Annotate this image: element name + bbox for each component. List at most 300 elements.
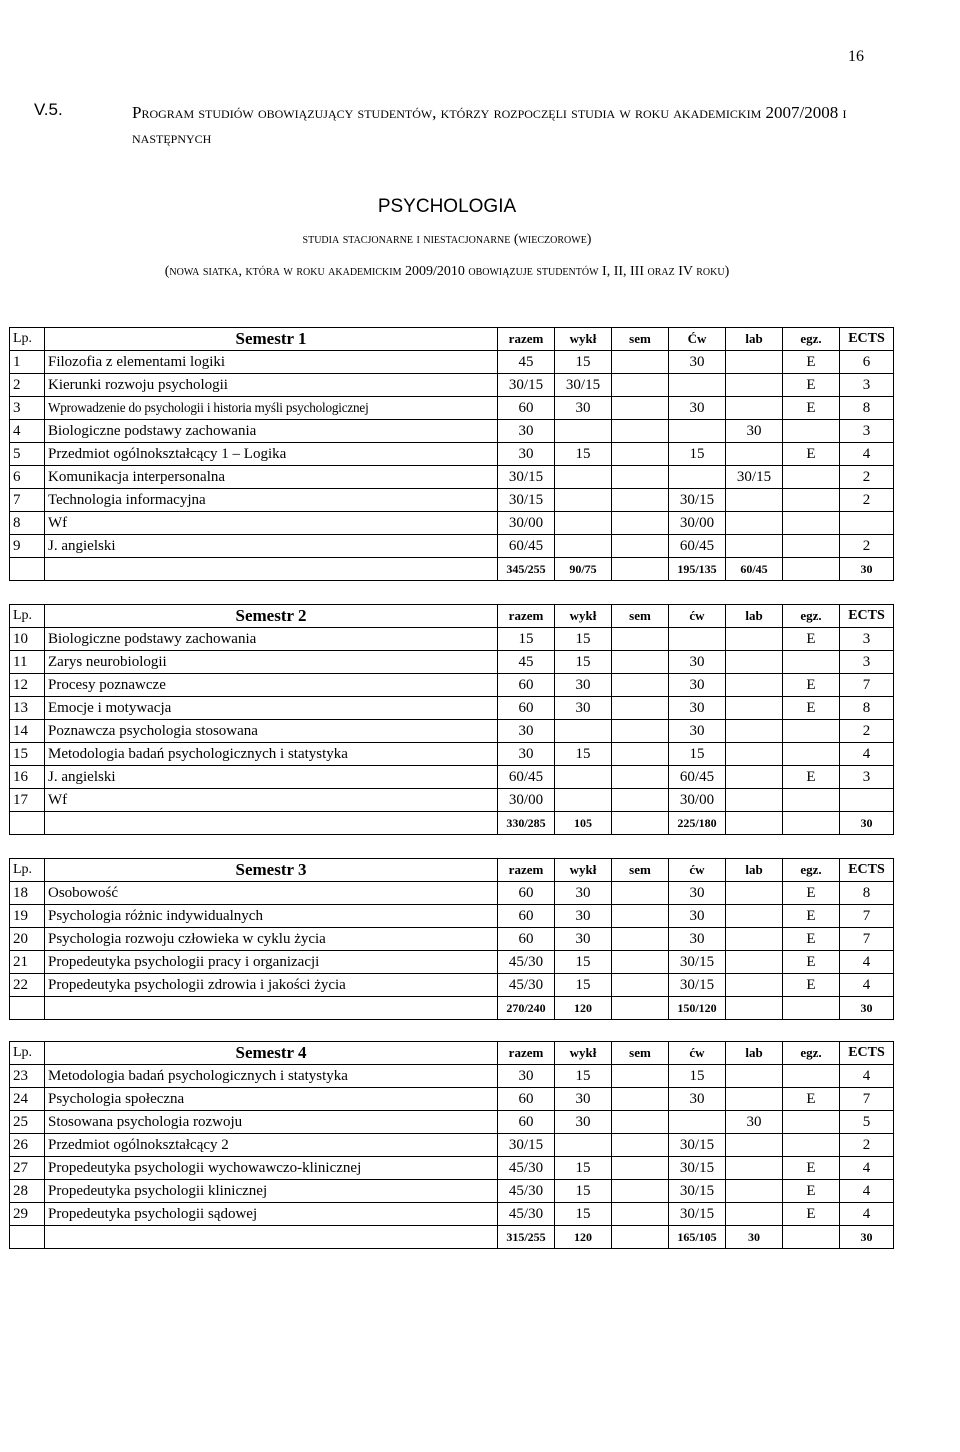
table-cell bbox=[612, 651, 669, 674]
table-cell: 30 bbox=[555, 1088, 612, 1111]
table-cell bbox=[555, 720, 612, 743]
table-cell: Propedeutyka psychologii klinicznej bbox=[45, 1180, 498, 1203]
table-row bbox=[10, 1134, 894, 1157]
table-cell: 60 bbox=[498, 1088, 555, 1111]
header-cell: Lp. bbox=[10, 328, 45, 351]
table-cell bbox=[783, 812, 840, 835]
table-cell bbox=[612, 997, 669, 1020]
table-cell: 15 bbox=[555, 1065, 612, 1088]
table-row bbox=[10, 1065, 894, 1088]
table-row bbox=[10, 720, 894, 743]
table-row bbox=[10, 1180, 894, 1203]
table-cell: 30 bbox=[555, 674, 612, 697]
table-cell: E bbox=[783, 697, 840, 720]
table-cell bbox=[726, 351, 783, 374]
header-cell: sem bbox=[612, 1042, 669, 1065]
table-cell bbox=[726, 789, 783, 812]
table-cell bbox=[783, 789, 840, 812]
table-row bbox=[10, 351, 894, 374]
table-cell: 4 bbox=[840, 743, 894, 766]
table-cell: 29 bbox=[10, 1203, 45, 1226]
table-cell: 15 bbox=[555, 974, 612, 997]
table-cell: 15 bbox=[555, 743, 612, 766]
table-row bbox=[10, 1157, 894, 1180]
header-cell: lab bbox=[726, 328, 783, 351]
header-cell: wykł bbox=[555, 605, 612, 628]
table-cell bbox=[840, 789, 894, 812]
table-cell: 30 bbox=[669, 882, 726, 905]
table-row bbox=[10, 1088, 894, 1111]
table-cell bbox=[612, 928, 669, 951]
table-cell: Metodologia badań psychologicznych i statystyka bbox=[45, 1065, 498, 1088]
table-cell: 7 bbox=[10, 489, 45, 512]
table-cell bbox=[45, 812, 498, 835]
table-cell: 10 bbox=[10, 628, 45, 651]
table-cell: Psychologia różnic indywidualnych bbox=[45, 905, 498, 928]
table-cell: 30/15 bbox=[669, 1134, 726, 1157]
table-cell: 15 bbox=[498, 628, 555, 651]
table-cell bbox=[612, 443, 669, 466]
table-cell bbox=[612, 974, 669, 997]
table-cell bbox=[726, 1180, 783, 1203]
table-cell: 30 bbox=[669, 697, 726, 720]
table-cell: 60 bbox=[498, 674, 555, 697]
header-cell: egz. bbox=[783, 328, 840, 351]
table-cell: Propedeutyka psychologii wychowawczo-klinicznej bbox=[45, 1157, 498, 1180]
table-cell: 60/45 bbox=[726, 558, 783, 581]
table-cell: 4 bbox=[840, 974, 894, 997]
table-cell: 60 bbox=[498, 697, 555, 720]
table-cell: 8 bbox=[840, 397, 894, 420]
table-cell: 15 bbox=[555, 443, 612, 466]
table-cell: J. angielski bbox=[45, 766, 498, 789]
table-cell: 30/00 bbox=[669, 512, 726, 535]
table-cell bbox=[726, 743, 783, 766]
table-cell: 330/285 bbox=[498, 812, 555, 835]
table-cell: 30/15 bbox=[669, 1203, 726, 1226]
table-cell bbox=[726, 651, 783, 674]
table-cell: 60/45 bbox=[669, 535, 726, 558]
table-cell: 6 bbox=[840, 351, 894, 374]
table-header-row bbox=[10, 859, 894, 882]
table-cell: 30 bbox=[669, 351, 726, 374]
table-cell: 195/135 bbox=[669, 558, 726, 581]
table-cell: 30/15 bbox=[669, 1180, 726, 1203]
header-cell: Lp. bbox=[10, 1042, 45, 1065]
table-row bbox=[10, 1111, 894, 1134]
table-cell: 4 bbox=[840, 1065, 894, 1088]
table-cell bbox=[669, 420, 726, 443]
table-cell: 45/30 bbox=[498, 1157, 555, 1180]
table-cell bbox=[612, 512, 669, 535]
table-header-row bbox=[10, 605, 894, 628]
table-cell: 120 bbox=[555, 997, 612, 1020]
table-cell: Osobowość bbox=[45, 882, 498, 905]
table-cell bbox=[555, 1134, 612, 1157]
table-cell: E bbox=[783, 351, 840, 374]
table-cell: E bbox=[783, 974, 840, 997]
table-cell: 30 bbox=[840, 1226, 894, 1249]
table-cell: 60/45 bbox=[498, 766, 555, 789]
page-number: 16 bbox=[848, 48, 864, 65]
table-cell: 30 bbox=[669, 651, 726, 674]
table-cell bbox=[726, 1203, 783, 1226]
table-cell: 30 bbox=[726, 1111, 783, 1134]
section-number: V.5. bbox=[34, 100, 63, 119]
table-cell: 30 bbox=[555, 697, 612, 720]
table-cell: 30/15 bbox=[498, 1134, 555, 1157]
table-cell: 30/00 bbox=[498, 512, 555, 535]
table-cell bbox=[783, 997, 840, 1020]
table-cell bbox=[726, 905, 783, 928]
table-cell bbox=[612, 1134, 669, 1157]
table-cell: 30/15 bbox=[498, 374, 555, 397]
table-cell: Psychologia rozwoju człowieka w cyklu życia bbox=[45, 928, 498, 951]
program-name: PSYCHOLOGIA bbox=[377, 196, 517, 217]
table-cell: 45/30 bbox=[498, 1203, 555, 1226]
table-cell bbox=[726, 374, 783, 397]
table-row bbox=[10, 905, 894, 928]
table-cell: E bbox=[783, 882, 840, 905]
table-cell: 15 bbox=[10, 743, 45, 766]
table-total-row bbox=[10, 812, 894, 835]
table-cell bbox=[612, 1203, 669, 1226]
table-cell bbox=[45, 997, 498, 1020]
table-cell bbox=[555, 789, 612, 812]
table-cell bbox=[726, 489, 783, 512]
table-cell bbox=[726, 512, 783, 535]
table-row bbox=[10, 512, 894, 535]
table-cell: 120 bbox=[555, 1226, 612, 1249]
table-cell bbox=[612, 1157, 669, 1180]
table-cell bbox=[726, 1134, 783, 1157]
table-cell bbox=[783, 512, 840, 535]
table-row bbox=[10, 743, 894, 766]
table-header-row bbox=[10, 1042, 894, 1065]
table-cell: 30/15 bbox=[669, 1157, 726, 1180]
table-cell: 30 bbox=[498, 720, 555, 743]
table-cell: 4 bbox=[10, 420, 45, 443]
table-cell bbox=[783, 1226, 840, 1249]
table-cell: Poznawcza psychologia stosowana bbox=[45, 720, 498, 743]
header-cell: Lp. bbox=[10, 605, 45, 628]
table-cell: 30 bbox=[555, 882, 612, 905]
table-total-row bbox=[10, 997, 894, 1020]
table-cell bbox=[612, 397, 669, 420]
header-cell: razem bbox=[498, 605, 555, 628]
table-cell: 45 bbox=[498, 651, 555, 674]
table-cell: 8 bbox=[840, 882, 894, 905]
table-total-row bbox=[10, 1226, 894, 1249]
table-cell bbox=[555, 466, 612, 489]
table-cell: 105 bbox=[555, 812, 612, 835]
table-cell: 3 bbox=[840, 651, 894, 674]
table-cell: E bbox=[783, 674, 840, 697]
header-cell: Ćw bbox=[669, 328, 726, 351]
table-cell: 4 bbox=[840, 1203, 894, 1226]
heading-text: Program studiów obowiązujący studentów, którzy rozpoczęli studia w roku akademickim 2007/2008 i następnych bbox=[132, 103, 847, 147]
table-cell: 45/30 bbox=[498, 1180, 555, 1203]
table-cell: 45/30 bbox=[498, 951, 555, 974]
table-row bbox=[10, 535, 894, 558]
table-cell: Psychologia społeczna bbox=[45, 1088, 498, 1111]
table-cell: 30 bbox=[840, 558, 894, 581]
table-cell: 4 bbox=[840, 1157, 894, 1180]
table-cell: 7 bbox=[840, 674, 894, 697]
table-cell: 4 bbox=[840, 443, 894, 466]
table-cell: 21 bbox=[10, 951, 45, 974]
table-cell: 15 bbox=[555, 651, 612, 674]
header-cell: wykł bbox=[555, 328, 612, 351]
table-cell bbox=[555, 766, 612, 789]
table-cell: 60 bbox=[498, 882, 555, 905]
table-cell: 60 bbox=[498, 397, 555, 420]
table-total-row bbox=[10, 558, 894, 581]
table-cell bbox=[726, 766, 783, 789]
table-cell bbox=[783, 466, 840, 489]
table-row bbox=[10, 766, 894, 789]
table-cell bbox=[726, 997, 783, 1020]
table-cell: 13 bbox=[10, 697, 45, 720]
table-cell bbox=[783, 1134, 840, 1157]
table-cell bbox=[726, 697, 783, 720]
table-cell: E bbox=[783, 1088, 840, 1111]
table-cell: 4 bbox=[840, 951, 894, 974]
header-cell: ECTS bbox=[840, 328, 894, 351]
header-cell: razem bbox=[498, 328, 555, 351]
table-cell: 15 bbox=[555, 351, 612, 374]
header-cell: sem bbox=[612, 605, 669, 628]
table-cell: 2 bbox=[840, 466, 894, 489]
table-cell: Biologiczne podstawy zachowania bbox=[45, 420, 498, 443]
table-cell bbox=[612, 420, 669, 443]
table-cell bbox=[726, 1157, 783, 1180]
table-cell bbox=[783, 558, 840, 581]
table-cell: 22 bbox=[10, 974, 45, 997]
table-cell: 11 bbox=[10, 651, 45, 674]
table-cell bbox=[10, 997, 45, 1020]
table-cell bbox=[612, 558, 669, 581]
header-cell: Semestr 4 bbox=[45, 1042, 498, 1065]
table-cell: 15 bbox=[555, 628, 612, 651]
table-cell: J. angielski bbox=[45, 535, 498, 558]
table-cell: 30/15 bbox=[669, 974, 726, 997]
table-cell bbox=[612, 374, 669, 397]
table-cell: 4 bbox=[840, 1180, 894, 1203]
header-cell: Semestr 1 bbox=[45, 328, 498, 351]
table-row bbox=[10, 466, 894, 489]
table-cell bbox=[726, 1065, 783, 1088]
table-row bbox=[10, 397, 894, 420]
table-row bbox=[10, 882, 894, 905]
table-cell: 30 bbox=[726, 1226, 783, 1249]
table-cell bbox=[612, 466, 669, 489]
table-row bbox=[10, 374, 894, 397]
header-cell: egz. bbox=[783, 605, 840, 628]
table-cell bbox=[726, 720, 783, 743]
table-cell: 30 bbox=[498, 443, 555, 466]
table-cell: E bbox=[783, 374, 840, 397]
table-cell: Wf bbox=[45, 512, 498, 535]
header-cell: lab bbox=[726, 605, 783, 628]
table-cell: 30/15 bbox=[669, 489, 726, 512]
table-row bbox=[10, 789, 894, 812]
semester-table bbox=[9, 327, 894, 581]
table-cell bbox=[726, 628, 783, 651]
header-cell: ćw bbox=[669, 1042, 726, 1065]
table-cell: 30 bbox=[669, 905, 726, 928]
header-cell: lab bbox=[726, 859, 783, 882]
table-cell bbox=[726, 443, 783, 466]
table-cell: E bbox=[783, 766, 840, 789]
table-cell bbox=[783, 1065, 840, 1088]
table-cell: 2 bbox=[10, 374, 45, 397]
table-cell: 30 bbox=[726, 420, 783, 443]
header-cell: egz. bbox=[783, 859, 840, 882]
table-cell bbox=[612, 1065, 669, 1088]
table-cell bbox=[555, 420, 612, 443]
table-cell bbox=[612, 697, 669, 720]
table-cell bbox=[612, 535, 669, 558]
table-cell bbox=[669, 628, 726, 651]
table-cell bbox=[612, 1111, 669, 1134]
table-cell: 2 bbox=[840, 535, 894, 558]
table-cell bbox=[669, 1111, 726, 1134]
table-row bbox=[10, 697, 894, 720]
table-cell bbox=[783, 720, 840, 743]
table-cell bbox=[612, 720, 669, 743]
table-cell: E bbox=[783, 1180, 840, 1203]
table-cell bbox=[612, 882, 669, 905]
table-cell: Propedeutyka psychologii pracy i organizacji bbox=[45, 951, 498, 974]
header-cell: Semestr 3 bbox=[45, 859, 498, 882]
table-cell bbox=[726, 535, 783, 558]
table-cell: 60 bbox=[498, 1111, 555, 1134]
table-cell: Stosowana psychologia rozwoju bbox=[45, 1111, 498, 1134]
table-cell: Technologia informacyjna bbox=[45, 489, 498, 512]
grid-note: (nowa siatka, która w roku akademickim 2009/2010 obowiązuje studentów I, II, III oraz IV roku) bbox=[164, 264, 730, 279]
table-row bbox=[10, 651, 894, 674]
table-cell bbox=[726, 397, 783, 420]
table-cell: 60/45 bbox=[498, 535, 555, 558]
table-cell bbox=[612, 766, 669, 789]
table-cell: 30/15 bbox=[555, 374, 612, 397]
table-cell bbox=[726, 674, 783, 697]
table-cell: 6 bbox=[10, 466, 45, 489]
table-cell bbox=[783, 420, 840, 443]
table-cell: 7 bbox=[840, 1088, 894, 1111]
table-row bbox=[10, 1203, 894, 1226]
table-cell: 30/00 bbox=[498, 789, 555, 812]
table-cell: 1 bbox=[10, 351, 45, 374]
header-cell: wykł bbox=[555, 1042, 612, 1065]
table-cell: 15 bbox=[669, 443, 726, 466]
table-row bbox=[10, 674, 894, 697]
table-cell: 30 bbox=[669, 928, 726, 951]
table-cell bbox=[783, 535, 840, 558]
table-cell bbox=[726, 1088, 783, 1111]
study-mode: studia stacjonarne i niestacjonarne (wieczorowe) bbox=[302, 232, 592, 247]
table-cell bbox=[726, 974, 783, 997]
table-cell: 30 bbox=[498, 420, 555, 443]
table-cell: Zarys neurobiologii bbox=[45, 651, 498, 674]
semester-table bbox=[9, 1041, 894, 1249]
table-cell: Propedeutyka psychologii sądowej bbox=[45, 1203, 498, 1226]
table-cell: Komunikacja interpersonalna bbox=[45, 466, 498, 489]
table-cell: 17 bbox=[10, 789, 45, 812]
table-cell: 90/75 bbox=[555, 558, 612, 581]
table-cell bbox=[612, 1180, 669, 1203]
table-cell bbox=[45, 1226, 498, 1249]
table-cell: 30 bbox=[840, 812, 894, 835]
table-cell: 30 bbox=[669, 720, 726, 743]
table-cell bbox=[612, 351, 669, 374]
table-cell: 16 bbox=[10, 766, 45, 789]
table-cell: 23 bbox=[10, 1065, 45, 1088]
header-cell: ćw bbox=[669, 859, 726, 882]
table-cell: 30 bbox=[669, 674, 726, 697]
table-cell bbox=[555, 489, 612, 512]
table-row bbox=[10, 951, 894, 974]
header-cell: ECTS bbox=[840, 1042, 894, 1065]
header-cell: ćw bbox=[669, 605, 726, 628]
table-row bbox=[10, 443, 894, 466]
table-cell: 14 bbox=[10, 720, 45, 743]
table-cell: 60 bbox=[498, 905, 555, 928]
table-cell: Emocje i motywacja bbox=[45, 697, 498, 720]
table-cell bbox=[783, 743, 840, 766]
table-cell: 315/255 bbox=[498, 1226, 555, 1249]
table-cell: Wf bbox=[45, 789, 498, 812]
table-cell: 28 bbox=[10, 1180, 45, 1203]
table-cell: 30 bbox=[555, 397, 612, 420]
table-cell: Wprowadzenie do psychologii i historia myśli psychologicznej bbox=[45, 397, 498, 420]
table-cell: 60 bbox=[498, 928, 555, 951]
table-cell: 15 bbox=[555, 951, 612, 974]
table-cell: 30 bbox=[498, 1065, 555, 1088]
table-cell: 30 bbox=[555, 1111, 612, 1134]
table-cell bbox=[612, 628, 669, 651]
table-cell bbox=[783, 1111, 840, 1134]
table-cell: 150/120 bbox=[669, 997, 726, 1020]
table-cell: 3 bbox=[840, 420, 894, 443]
table-cell: 15 bbox=[555, 1157, 612, 1180]
table-cell: 15 bbox=[669, 1065, 726, 1088]
table-cell: E bbox=[783, 397, 840, 420]
table-cell: 3 bbox=[840, 766, 894, 789]
table-cell: 3 bbox=[10, 397, 45, 420]
table-cell: Propedeutyka psychologii zdrowia i jakości życia bbox=[45, 974, 498, 997]
table-cell bbox=[726, 882, 783, 905]
table-cell bbox=[10, 1226, 45, 1249]
table-cell: E bbox=[783, 951, 840, 974]
table-cell: 8 bbox=[10, 512, 45, 535]
table-cell: 3 bbox=[840, 628, 894, 651]
header-cell: sem bbox=[612, 328, 669, 351]
header-cell: ECTS bbox=[840, 605, 894, 628]
table-cell bbox=[612, 1226, 669, 1249]
table-cell: 7 bbox=[840, 905, 894, 928]
table-cell: Procesy poznawcze bbox=[45, 674, 498, 697]
table-cell bbox=[840, 512, 894, 535]
table-cell: 26 bbox=[10, 1134, 45, 1157]
header-cell: egz. bbox=[783, 1042, 840, 1065]
table-header-row bbox=[10, 328, 894, 351]
table-cell bbox=[612, 489, 669, 512]
semester-table bbox=[9, 858, 894, 1020]
table-cell bbox=[612, 674, 669, 697]
table-cell: 30 bbox=[555, 905, 612, 928]
